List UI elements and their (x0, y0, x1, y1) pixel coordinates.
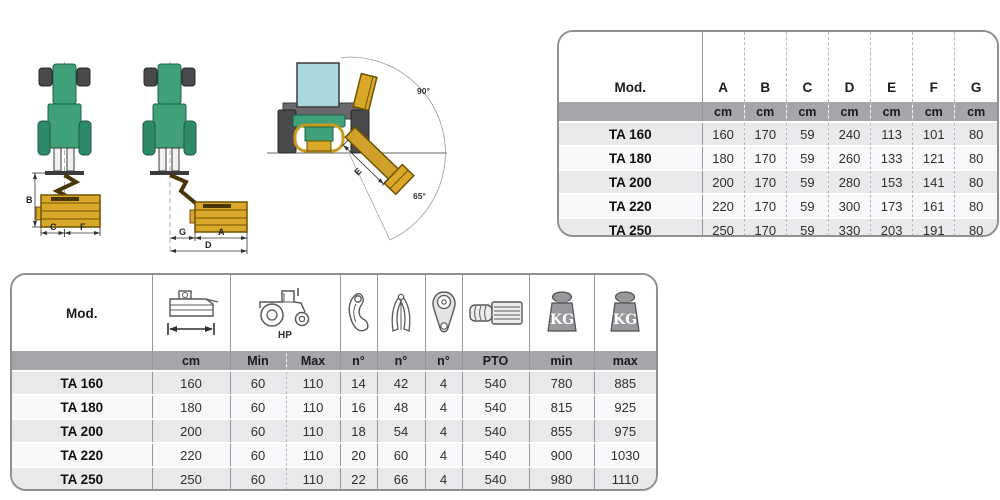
value-cell: 4 (425, 371, 462, 395)
lift-arm-right (67, 148, 74, 171)
dim-column-f: F (913, 32, 955, 102)
unit-cell: Max (286, 351, 340, 371)
lift-arm-left (54, 148, 61, 171)
model-cell: TA 250 (559, 218, 702, 237)
cab-window (297, 63, 339, 107)
front-wheel-left (39, 68, 52, 86)
table-row (12, 371, 656, 395)
value-cell: 110 (286, 419, 340, 443)
table-row (12, 395, 656, 419)
value-cell: 900 (529, 443, 594, 467)
belt-transmission-column (425, 275, 462, 351)
value-cell: 170 (744, 194, 786, 218)
value-cell: 60 (230, 467, 286, 490)
model-cell: TA 220 (559, 194, 702, 218)
unit-cell: n° (340, 351, 377, 371)
value-cell: 925 (594, 395, 656, 419)
tractor-top-view-right-drawing (133, 10, 255, 257)
hitch-bar (45, 171, 84, 175)
value-cell: 60 (230, 419, 286, 443)
dim-label-f: F (80, 222, 86, 232)
value-cell: 1030 (594, 443, 656, 467)
value-cell: 110 (286, 443, 340, 467)
tractor-rear-view-angles-drawing (253, 15, 453, 245)
value-cell: 1110 (594, 467, 656, 490)
angle-up-label: 90° (417, 86, 430, 96)
value-cell: 975 (594, 419, 656, 443)
units-row (12, 351, 656, 371)
unit-cell: cm (955, 102, 997, 122)
value-cell: 121 (913, 146, 955, 170)
value-cell: 220 (152, 443, 230, 467)
tractor-power-column (230, 275, 340, 351)
value-cell: 815 (529, 395, 594, 419)
front-wheel-right (182, 68, 195, 86)
y-blade-icon (378, 290, 425, 336)
unit-cell: PTO (462, 351, 529, 371)
model-cell: TA 200 (559, 170, 702, 194)
hitch-box (307, 141, 331, 151)
hitch-bar (150, 171, 189, 175)
value-cell: 20 (340, 443, 377, 467)
body-center (305, 127, 333, 141)
dim-column-d: D (828, 32, 870, 102)
value-cell: 42 (377, 371, 425, 395)
dim-label-d: D (205, 240, 212, 250)
tractor-hood (53, 64, 76, 104)
value-cell: 60 (230, 395, 286, 419)
value-cell: 540 (462, 467, 529, 490)
table-row (12, 419, 656, 443)
value-cell: 110 (286, 395, 340, 419)
tractor-hp-icon (231, 286, 340, 340)
value-cell: 59 (786, 146, 828, 170)
model-cell: TA 250 (12, 467, 152, 490)
tractor-top-view-left-drawing (26, 10, 126, 245)
model-cell: TA 160 (12, 371, 152, 395)
value-cell: 170 (744, 146, 786, 170)
y-blade-column (377, 275, 425, 351)
value-cell: 66 (377, 467, 425, 490)
rear-fender-right (184, 121, 196, 155)
value-cell: 4 (425, 419, 462, 443)
value-cell: 180 (702, 146, 744, 170)
model-cell: TA 200 (12, 419, 152, 443)
value-cell: 60 (230, 443, 286, 467)
hp-label: HP (278, 330, 292, 340)
value-cell: 980 (529, 467, 594, 490)
value-cell: 110 (286, 371, 340, 395)
value-cell: 173 (871, 194, 913, 218)
model-cell: TA 180 (12, 395, 152, 419)
hammer-flail-column (340, 275, 377, 351)
value-cell: 18 (340, 419, 377, 443)
unit-cell: max (594, 351, 656, 371)
weight-max-column (594, 275, 656, 351)
unit-cell: min (529, 351, 594, 371)
model-cell: TA 160 (559, 122, 702, 146)
value-cell: 300 (828, 194, 870, 218)
value-cell: 14 (340, 371, 377, 395)
value-cell: 540 (462, 395, 529, 419)
value-cell: 80 (955, 218, 997, 237)
table-row (559, 146, 997, 170)
value-cell: 250 (152, 467, 230, 490)
value-cell: 160 (702, 122, 744, 146)
value-cell: 101 (913, 122, 955, 146)
value-cell: 161 (913, 194, 955, 218)
value-cell: 4 (425, 395, 462, 419)
tractor-hood (158, 64, 181, 104)
weight-min-column (529, 275, 594, 351)
value-cell: 80 (955, 170, 997, 194)
rear-fender-left (143, 121, 155, 155)
value-cell: 59 (786, 122, 828, 146)
front-wheel-right (77, 68, 90, 86)
value-cell: 60 (230, 371, 286, 395)
value-cell: 59 (786, 170, 828, 194)
value-cell: 80 (955, 194, 997, 218)
tractor-body (48, 104, 81, 148)
dim-column-c: C (786, 32, 828, 102)
value-cell: 170 (744, 122, 786, 146)
value-cell: 80 (955, 122, 997, 146)
working-width-column (152, 275, 230, 351)
value-cell: 113 (871, 122, 913, 146)
value-cell: 191 (913, 218, 955, 237)
value-cell: 780 (529, 371, 594, 395)
dim-column-g: G (955, 32, 997, 102)
unit-cell: cm (913, 102, 955, 122)
value-cell: 540 (462, 419, 529, 443)
pto-column (462, 275, 529, 351)
rear-fender-right (79, 121, 91, 155)
kg-label: KG (613, 312, 638, 328)
specs-table (10, 273, 658, 491)
value-cell: 4 (425, 467, 462, 490)
table-row (559, 170, 997, 194)
value-cell: 885 (594, 371, 656, 395)
value-cell: 133 (871, 146, 913, 170)
value-cell: 855 (529, 419, 594, 443)
mod-column-header: Mod. (12, 275, 152, 351)
table-row (559, 218, 997, 237)
lift-arm-left (159, 148, 166, 171)
value-cell: 280 (828, 170, 870, 194)
value-cell: 220 (702, 194, 744, 218)
value-cell: 240 (828, 122, 870, 146)
value-cell: 180 (152, 395, 230, 419)
belt-transmission-icon (426, 290, 462, 336)
unit-cell: cm (744, 102, 786, 122)
unit-cell: cm (702, 102, 744, 122)
table-row (12, 443, 656, 467)
value-cell: 16 (340, 395, 377, 419)
value-cell: 170 (744, 218, 786, 237)
unit-cell: n° (425, 351, 462, 371)
units-row (559, 102, 997, 122)
mower-working-width-icon (153, 288, 230, 338)
value-cell: 80 (955, 146, 997, 170)
value-cell: 200 (702, 170, 744, 194)
unit-cell: cm (871, 102, 913, 122)
angle-down-label: 65° (413, 191, 426, 201)
mod-column-header: Mod. (559, 32, 702, 102)
rear-fender-left (38, 121, 50, 155)
value-cell: 48 (377, 395, 425, 419)
value-cell: 260 (828, 146, 870, 170)
table-row (12, 467, 656, 490)
unit-cell: cm (786, 102, 828, 122)
value-cell: 200 (152, 419, 230, 443)
value-cell: 141 (913, 170, 955, 194)
unit-cell: Min (230, 351, 286, 371)
pto-shaft-icon (463, 297, 529, 329)
value-cell: 540 (462, 443, 529, 467)
dim-label-b: B (26, 195, 33, 205)
value-cell: 160 (152, 371, 230, 395)
dim-label-g: G (179, 227, 187, 237)
table-row (559, 122, 997, 146)
value-cell: 54 (377, 419, 425, 443)
value-cell: 170 (744, 170, 786, 194)
model-cell: TA 180 (559, 146, 702, 170)
unit-cell: cm (152, 351, 230, 371)
weight-min-icon (530, 289, 594, 337)
dim-column-e: E (871, 32, 913, 102)
model-cell: TA 220 (12, 443, 152, 467)
value-cell: 22 (340, 467, 377, 490)
front-wheel-left (144, 68, 157, 86)
dim-label-a: A (218, 227, 225, 237)
table-row (559, 194, 997, 218)
value-cell: 59 (786, 218, 828, 237)
value-cell: 203 (871, 218, 913, 237)
value-cell: 4 (425, 443, 462, 467)
value-cell: 540 (462, 371, 529, 395)
tractor-body (153, 104, 186, 148)
dimensions-table (557, 30, 999, 237)
dim-label-e: E (352, 166, 364, 178)
hammer-flail-icon (341, 290, 377, 336)
dim-column-b: B (744, 32, 786, 102)
value-cell: 250 (702, 218, 744, 237)
mower-head-raised (353, 74, 377, 111)
dim-column-a: A (702, 32, 744, 102)
weight-max-icon (595, 289, 657, 337)
lift-arm-right (172, 148, 179, 171)
value-cell: 60 (377, 443, 425, 467)
unit-cell: n° (377, 351, 425, 371)
value-cell: 59 (786, 194, 828, 218)
kg-label: KG (549, 312, 574, 328)
value-cell: 330 (828, 218, 870, 237)
unit-cell: cm (828, 102, 870, 122)
value-cell: 153 (871, 170, 913, 194)
value-cell: 110 (286, 467, 340, 490)
dim-label-c: C (50, 222, 57, 232)
